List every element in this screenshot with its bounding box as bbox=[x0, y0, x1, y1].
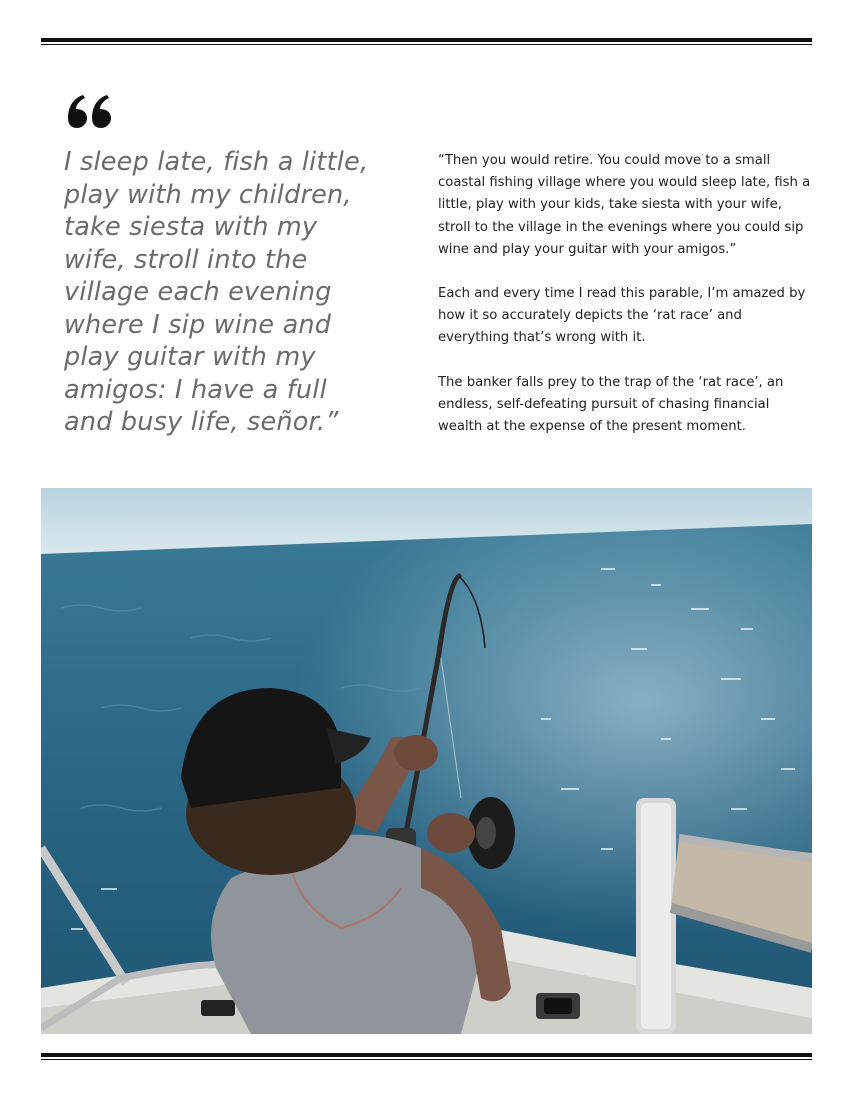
pull-quote-line: and busy life, señor.” bbox=[64, 407, 339, 437]
fishing-scene-illustration bbox=[41, 488, 812, 1034]
body-text-column bbox=[438, 150, 814, 460]
bottom-double-rule bbox=[41, 1053, 812, 1060]
pull-quote-line: I sleep late, fish a little, bbox=[64, 147, 369, 177]
pull-quote bbox=[64, 146, 414, 439]
pull-quote-line: play guitar with my bbox=[64, 342, 316, 372]
body-paragraph: Each and every time I read this parable, I’m amazed by how it so accurately depicts the ‘rat race’ and everything that’s wrong with it. bbox=[438, 286, 806, 346]
top-double-rule bbox=[41, 38, 812, 45]
body-paragraph: “Then you would retire. You could move to a small coastal fishing village where you would sleep late, fish a little, play with your kids, take siesta with your wife, stroll to the village in the evenings where you could sip wine and play your guitar with your amigos.” bbox=[438, 153, 811, 257]
body-paragraph: The banker falls prey to the trap of the ‘rat race’, an endless, self-defeating pursuit of chasing financial wealth at the expense of the present moment. bbox=[438, 374, 784, 435]
pull-quote-line: play with my children, bbox=[64, 179, 352, 210]
pull-quote-line: where I sip wine and bbox=[64, 309, 332, 340]
pull-quote-line: wife, stroll into the bbox=[64, 244, 308, 275]
quote-open-icon bbox=[66, 94, 114, 128]
fishing-photo bbox=[41, 488, 812, 1034]
pull-quote-line: take siesta with my bbox=[64, 212, 318, 242]
pull-quote-line: village each evening bbox=[64, 277, 332, 307]
pull-quote-line: amigos: I have a full bbox=[64, 374, 327, 405]
